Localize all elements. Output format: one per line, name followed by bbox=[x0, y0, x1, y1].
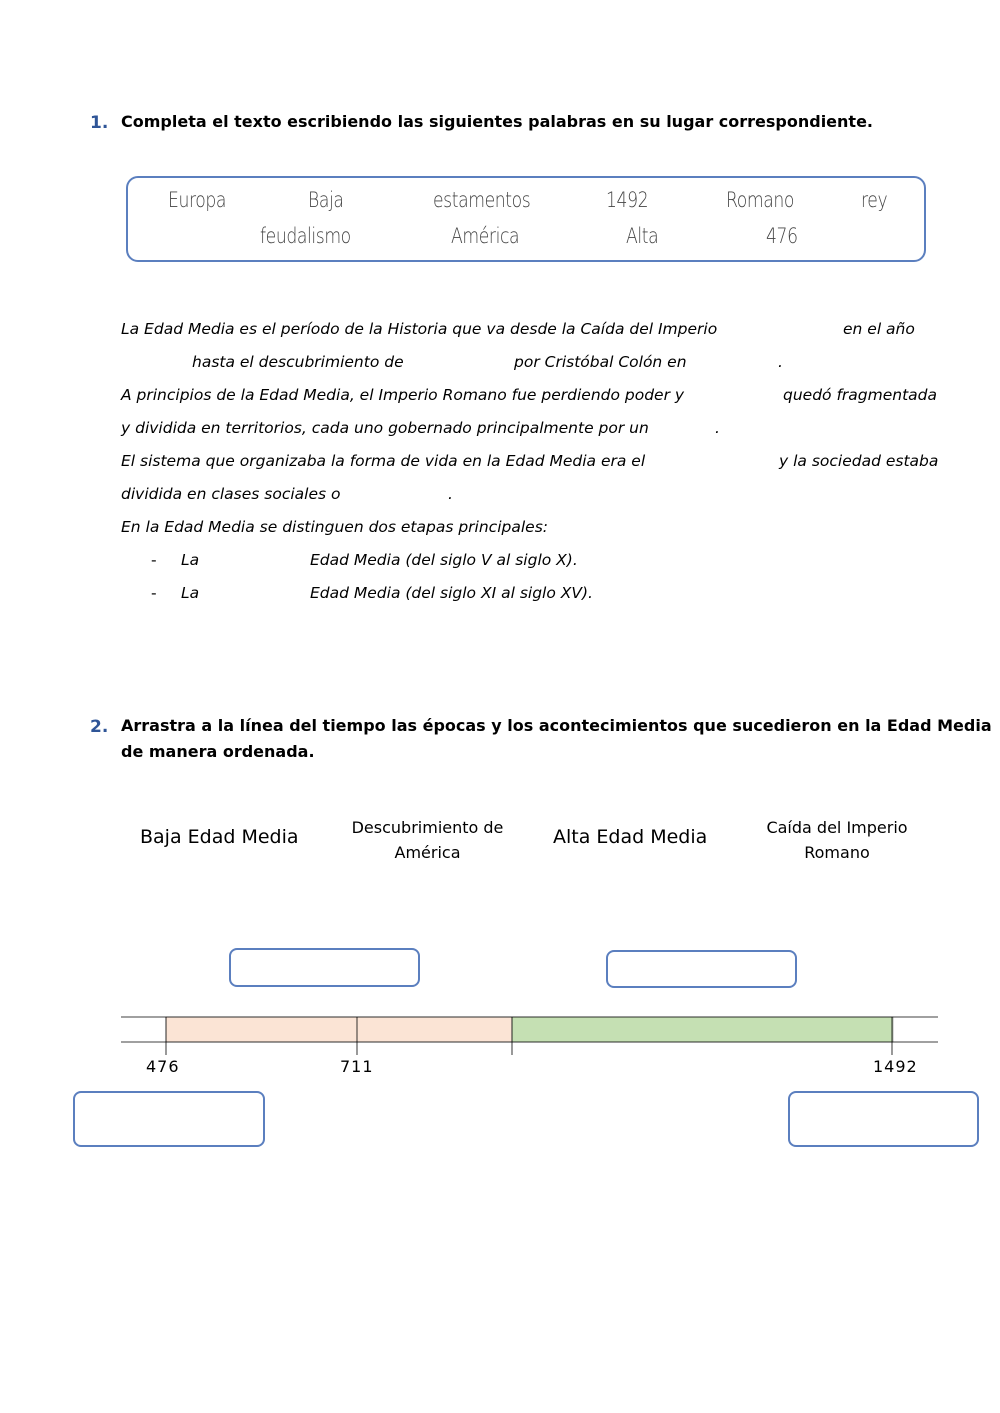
question-2-instruction-line-2: de manera ordenada. bbox=[121, 742, 315, 761]
text-line: hasta el descubrimiento de bbox=[192, 353, 404, 371]
text-line: . bbox=[448, 485, 453, 503]
timeline-segment-early bbox=[166, 1017, 512, 1042]
timeline-label-1492: 1492 bbox=[873, 1057, 918, 1076]
drop-zone-event-2[interactable] bbox=[788, 1091, 979, 1147]
text-line: El sistema que organizaba la forma de vida en la Edad Media era el bbox=[121, 452, 646, 470]
word-bank-item[interactable]: Alta bbox=[626, 224, 659, 248]
question-1-number: 1. bbox=[90, 113, 109, 133]
word-bank-item[interactable]: América bbox=[451, 224, 520, 248]
text-line: y la sociedad estaba bbox=[779, 452, 939, 470]
question-2-number: 2. bbox=[90, 717, 109, 737]
item-line: Descubrimiento de bbox=[351, 818, 504, 837]
text-line: La bbox=[181, 551, 200, 569]
question-2-instruction-line-1: Arrastra a la línea del tiempo las épocas y los acontecimientos que sucedieron en la Edad Media bbox=[121, 716, 992, 735]
text-line: por Cristóbal Colón en bbox=[514, 353, 687, 371]
timeline-label-476: 476 bbox=[146, 1057, 180, 1076]
timeline bbox=[0, 1005, 1000, 1065]
drop-zone-epoch-1[interactable] bbox=[229, 948, 420, 987]
text-line: Edad Media (del siglo V al siglo X). bbox=[310, 551, 578, 569]
draggable-caida-imperio-romano[interactable] bbox=[752, 815, 922, 865]
text-line: en el año bbox=[843, 320, 915, 338]
text-line: . bbox=[778, 353, 783, 371]
bullet-dash: - bbox=[151, 584, 157, 602]
bullet-dash: - bbox=[151, 551, 157, 569]
draggable-baja-edad-media[interactable]: Baja Edad Media bbox=[140, 826, 299, 848]
word-bank-item[interactable]: rey bbox=[861, 188, 888, 212]
word-bank-item[interactable]: Baja bbox=[308, 188, 344, 212]
timeline-segment-late bbox=[512, 1017, 893, 1042]
item-line: América bbox=[394, 843, 461, 862]
question-1-instruction: Completa el texto escribiendo las siguientes palabras en su lugar correspondiente. bbox=[121, 112, 873, 131]
draggable-alta-edad-media[interactable]: Alta Edad Media bbox=[553, 826, 708, 848]
text-line: En la Edad Media se distinguen dos etapas principales: bbox=[121, 518, 548, 536]
text-line: A principios de la Edad Media, el Imperio Romano fue perdiendo poder y bbox=[121, 386, 685, 404]
word-bank-item[interactable]: feudalismo bbox=[260, 224, 351, 248]
draggable-descubrimiento-america[interactable] bbox=[340, 815, 515, 865]
word-bank bbox=[126, 176, 926, 262]
word-bank-item[interactable]: Romano bbox=[726, 188, 795, 212]
timeline-label-711: 711 bbox=[340, 1057, 374, 1076]
word-bank-item[interactable]: Europa bbox=[168, 188, 227, 212]
drop-zone-event-1[interactable] bbox=[73, 1091, 265, 1147]
text-line: Edad Media (del siglo XI al siglo XV). bbox=[310, 584, 593, 602]
item-line: Romano bbox=[804, 843, 870, 862]
text-line: quedó fragmentada bbox=[783, 386, 937, 404]
text-line: y dividida en territorios, cada uno gobernado principalmente por un bbox=[121, 419, 649, 437]
text-line: La bbox=[181, 584, 200, 602]
word-bank-item[interactable]: estamentos bbox=[433, 188, 531, 212]
drop-zone-epoch-2[interactable] bbox=[606, 950, 797, 988]
word-bank-item[interactable]: 476 bbox=[766, 224, 798, 248]
text-line: . bbox=[715, 419, 720, 437]
text-line: dividida en clases sociales o bbox=[121, 485, 341, 503]
text-line: La Edad Media es el período de la Historia que va desde la Caída del Imperio bbox=[121, 320, 718, 338]
word-bank-item[interactable]: 1492 bbox=[606, 188, 649, 212]
item-line: Caída del Imperio bbox=[766, 818, 908, 837]
